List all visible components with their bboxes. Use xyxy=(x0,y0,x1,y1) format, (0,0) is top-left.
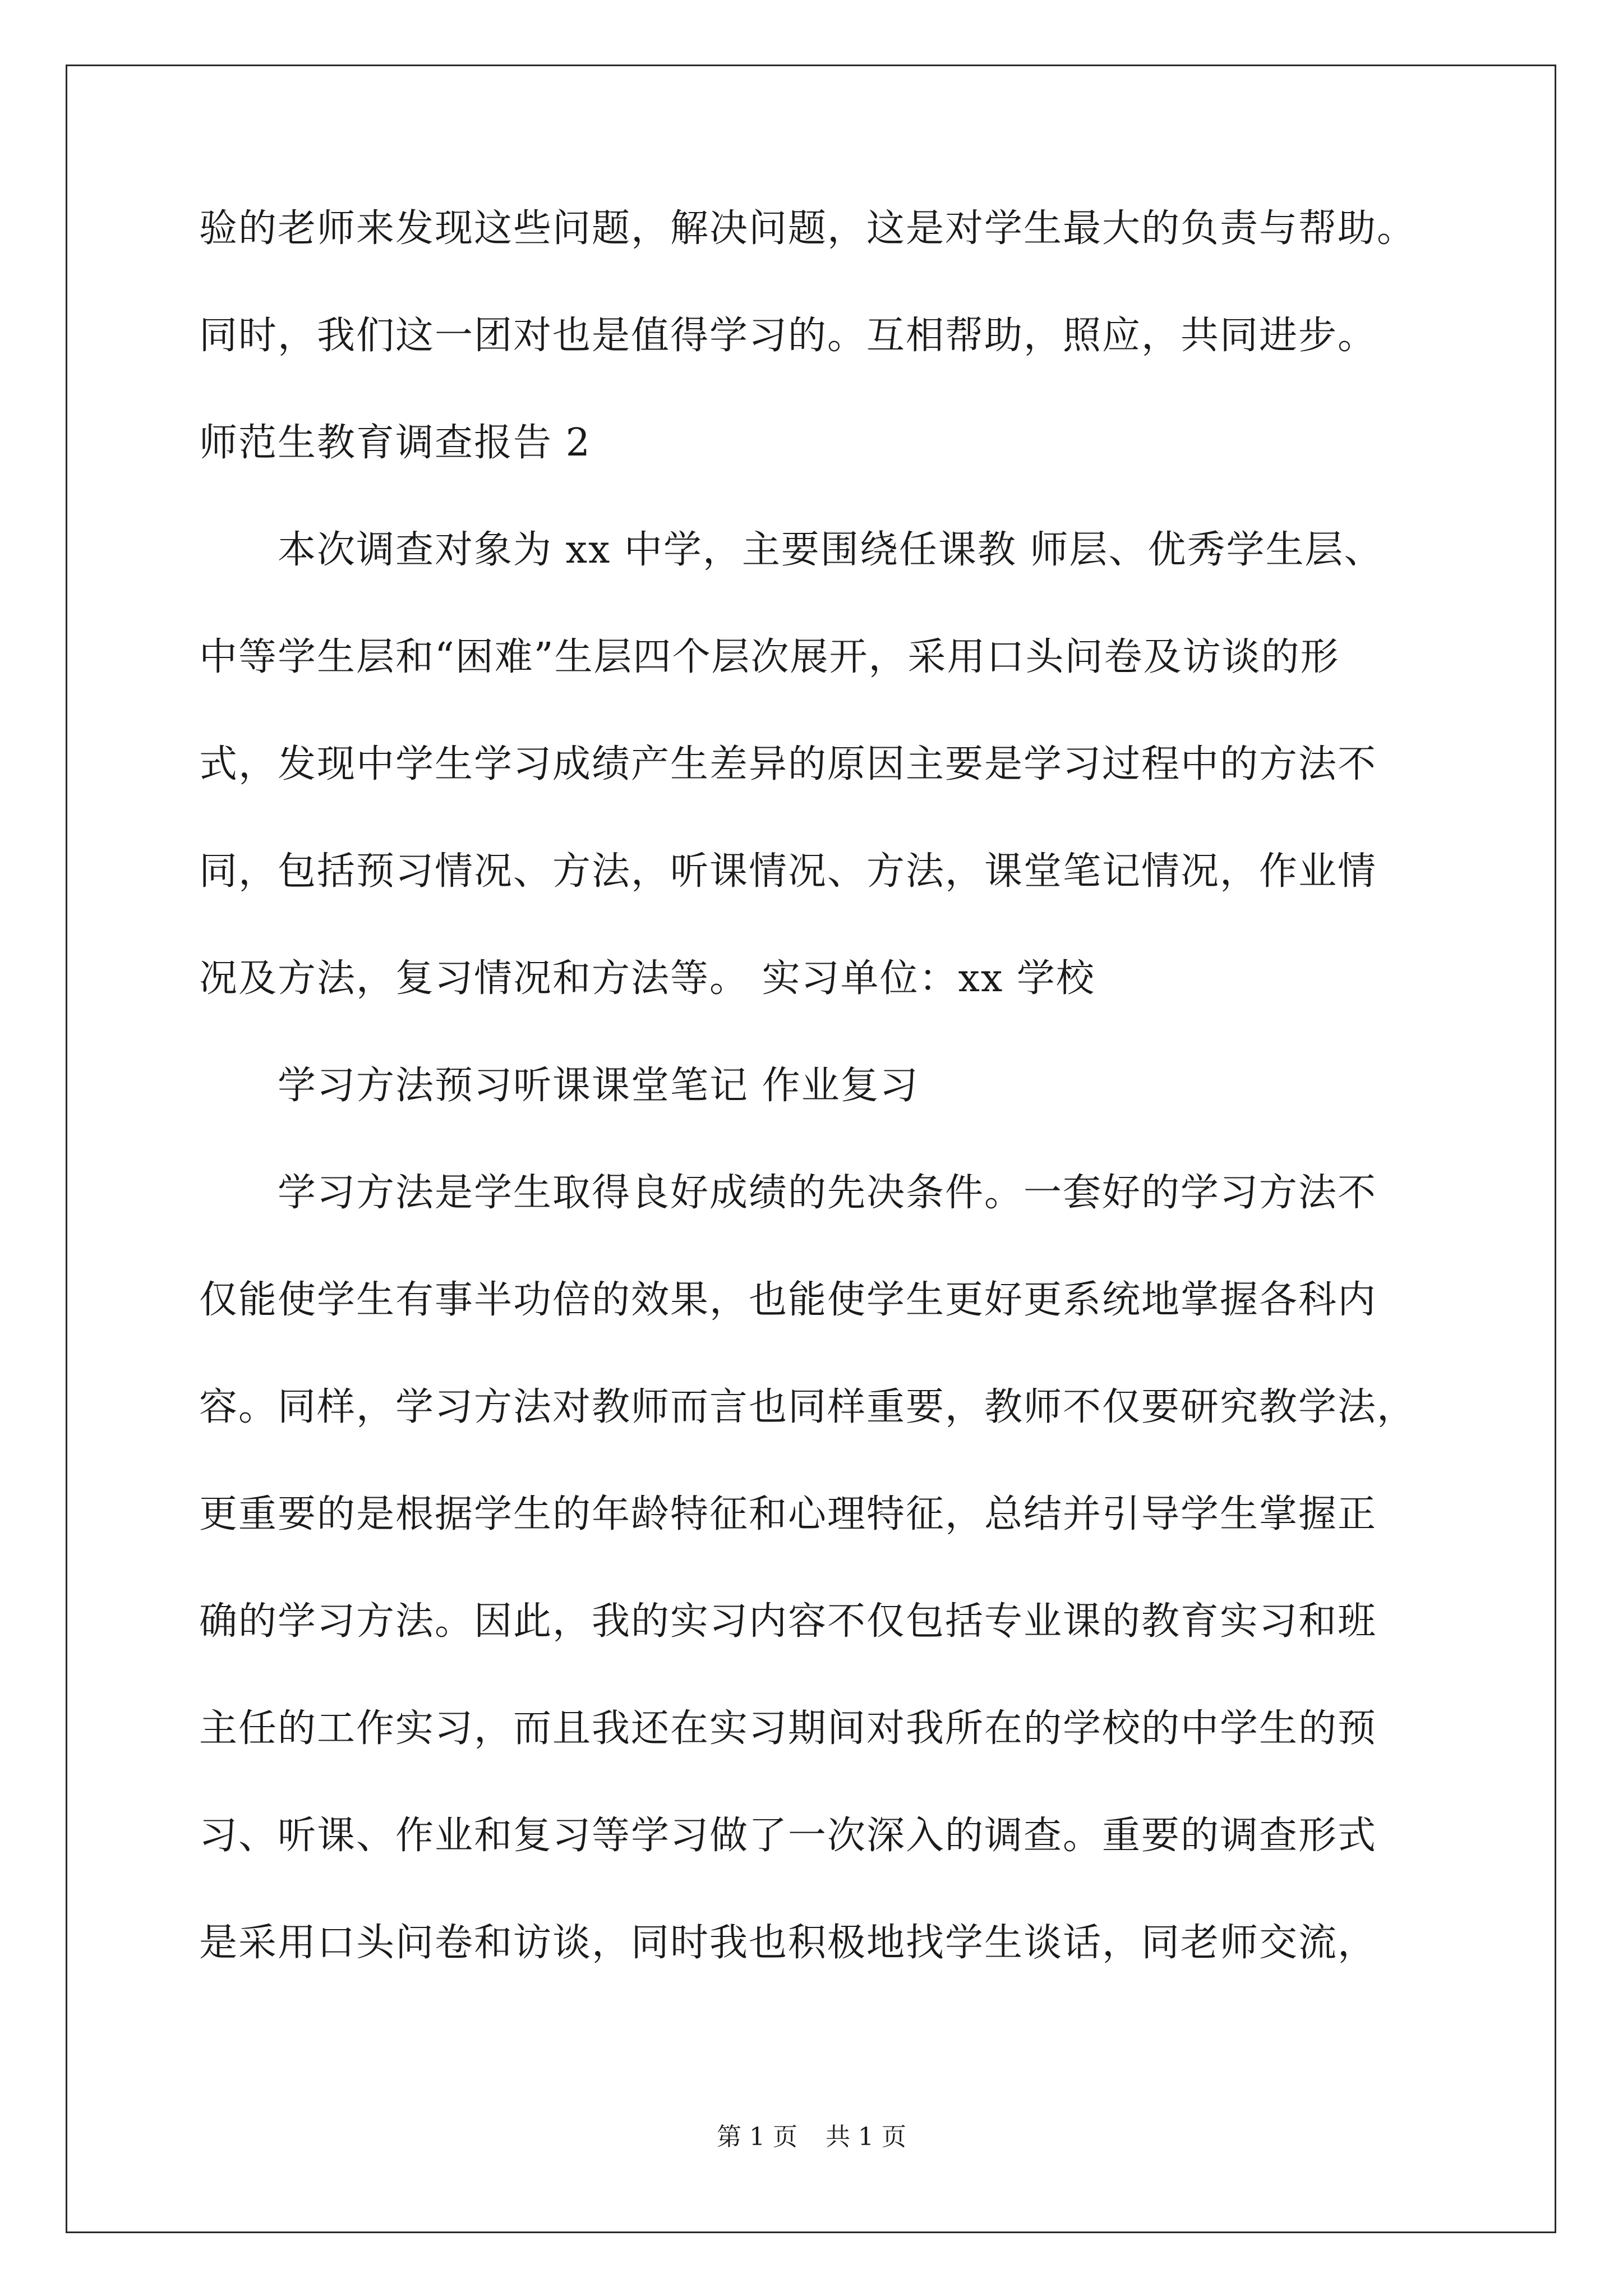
text-line-12: 容。同样，学习方法对教师而言也同样重要，教师不仅要研究教学法， xyxy=(199,1385,1417,1429)
text-line-14: 确的学习方法。因此，我的实习内容不仅包括专业课的教育实习和班 xyxy=(199,1599,1377,1644)
document-body xyxy=(199,175,1455,1996)
section-heading: 师范生教育调查报告 2 xyxy=(199,421,591,465)
text-line-5: 中等学生层和“困难”生层四个层次展开，采用口头问卷及访谈的形 xyxy=(199,635,1340,679)
text-line-17: 是采用口头问卷和访谈，同时我也积极地找学生谈话，同老师交流， xyxy=(199,1921,1377,1965)
text-line-11: 仅能使学生有事半功倍的效果，也能使学生更好更系统地掌握各科内 xyxy=(199,1278,1377,1322)
text-line-10: 学习方法是学生取得良好成绩的先决条件。一套好的学习方法不 xyxy=(199,1171,1377,1215)
page-number-total: 共 1 页 xyxy=(826,2123,906,2151)
text-line-1: 验的老师来发现这些问题，解决问题，这是对学生最大的负责与帮助。 xyxy=(199,206,1417,251)
keywords-line: 学习方法预习听课课堂笔记 作业复习 xyxy=(199,1064,919,1108)
text-line-4: 本次调查对象为 xx 中学，主要围绕任课教 师层、优秀学生层、 xyxy=(199,528,1384,572)
page-number-current: 第 1 页 xyxy=(717,2123,797,2151)
text-line-2: 同时，我们这一团对也是值得学习的。互相帮助，照应，共同进步。 xyxy=(199,314,1377,358)
text-line-15: 主任的工作实习，而且我还在实习期间对我所在的学校的中学生的预 xyxy=(199,1706,1377,1751)
text-line-6: 式，发现中学生学习成绩产生差异的原因主要是学习过程中的方法不 xyxy=(199,742,1377,786)
text-line-13: 更重要的是根据学生的年龄特征和心理特征，总结并引导学生掌握正 xyxy=(199,1492,1377,1536)
text-line-7: 同，包括预习情况、方法，听课情况、方法，课堂笔记情况，作业情 xyxy=(199,849,1377,894)
text-line-8: 况及方法，复习情况和方法等。 实习单位：xx 学校 xyxy=(199,956,1095,1001)
page-footer xyxy=(0,2120,1623,2154)
text-line-16: 习、听课、作业和复习等学习做了一次深入的调查。重要的调查形式 xyxy=(199,1814,1377,1858)
